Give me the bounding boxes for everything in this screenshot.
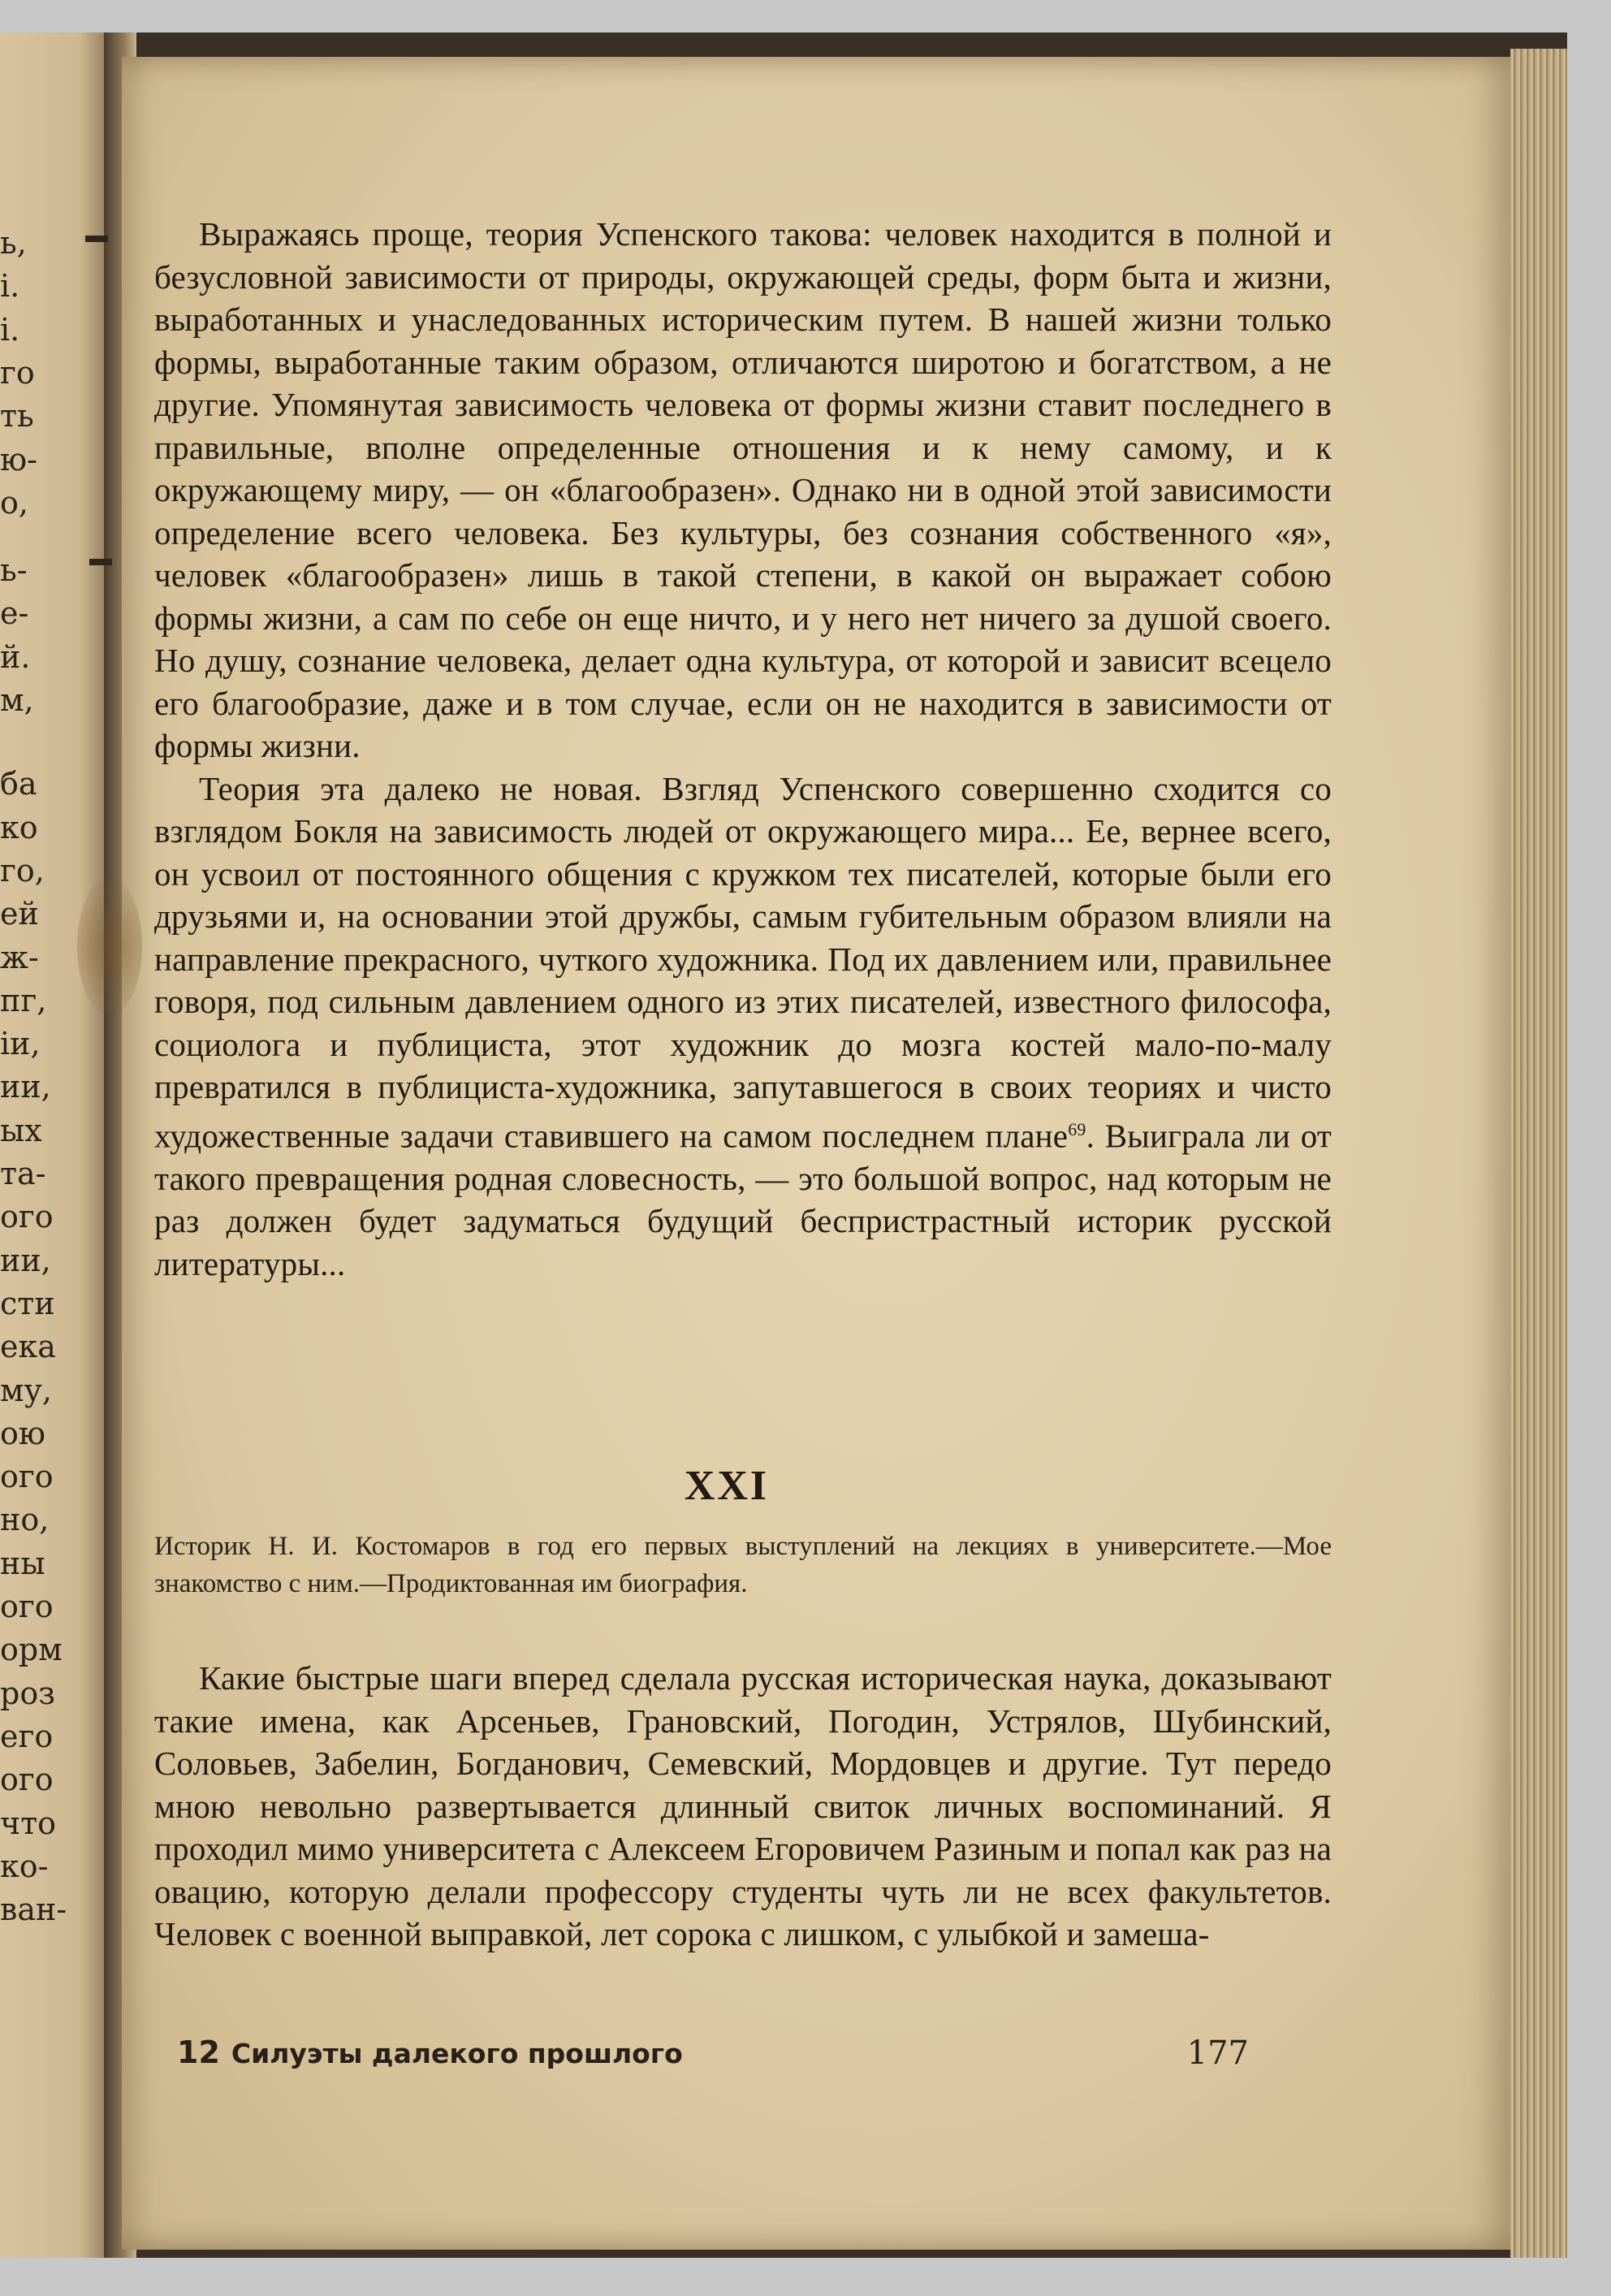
left-page-fragment: его: [0, 1718, 54, 1754]
left-page-fragment: ого: [0, 1762, 54, 1798]
left-page-fragment: і.: [0, 268, 20, 305]
left-page-fragment: го: [0, 354, 35, 391]
left-page-fragment: ии,: [0, 1069, 51, 1105]
paragraph-2: [154, 767, 1332, 1286]
chapter-number: XXI: [684, 1463, 770, 1509]
left-page-fragment: пг,: [0, 982, 47, 1018]
margin-mark: [89, 559, 112, 565]
left-page-fragment: ей: [0, 896, 39, 932]
signature-title: Силуэты далекого прошлого: [231, 2038, 683, 2069]
paragraph-2-text: Теория эта далеко не новая. Взгляд Успенского совершенно сходится со взглядом Бокля на зависимость людей от окружающего мира... Ее, вернее всего, он усвоил от постоянного общения с кружком тех писателей, которые были его друзьями и, на основании этой дружбы, самым губительным образом влияли на направление прекрасного, чуткого художника. Под их давлением или, правильнее говоря, под сильным давлением одного из этих писателей, известного философа, социолога и публициста, этот художник до мозга костей мало-по-малу превратился в публициста-художника, запутавшегося в своих теориях и чисто художественные задачи ставившего на самом последнем плане: [154, 769, 1332, 1155]
left-page-fragment: ого: [0, 1199, 54, 1235]
left-page-fragment: ого: [0, 1589, 54, 1624]
page-footer: [177, 2034, 1249, 2083]
left-page-fragment: ж-: [0, 939, 39, 975]
left-page-fragment: ых: [0, 1112, 42, 1148]
left-page-fragment: ван-: [0, 1892, 67, 1928]
left-page-fragment: ю-: [0, 441, 37, 478]
left-page-fragment: ко: [0, 809, 38, 845]
left-page-fragment: ть: [0, 398, 34, 435]
signature-number: 12: [177, 2034, 220, 2070]
paragraph-1: Выражаясь проще, теория Успенского такова: человек находится в полной и безусловной зависимости от природы, окружающей среды, форм быта и жизни, выработанных и унаследованных историческим путем. В нашей жизни только формы, выработанные таким образом, отличаются широтою и богатством, а не другие. Упомянутая зависимость человека от формы жизни ставит последнего в правильные, вполне определенные отношения и к нему самому, и к окружающему миру, — он «благообразен». Однако ни в одной этой зависимости определение всего человека. Без культуры, без сознания собственного «я», человек «благообразен» лишь в такой степени, в какой он выражает собою формы жизни, а сам по себе он еще ничто, и у него нет ничего за душой своего. Но душу, сознание человека, делает одна культура, от которой и зависит всецело его благообразие, даже и в том случае, если он не находится в зависимости от формы жизни.: [154, 215, 1332, 764]
left-page-fragment: но,: [0, 1502, 50, 1538]
page-number: 177: [1186, 2034, 1249, 2072]
left-page-fragment: орм: [0, 1632, 63, 1668]
left-page-fragment: о,: [0, 484, 28, 521]
chapter-text-block: [154, 1657, 1332, 1956]
printer-signature: [177, 2034, 683, 2070]
margin-mark: [85, 236, 108, 242]
left-page-fragment: сти: [0, 1285, 55, 1321]
paragraph-2-text-end: . Выиграла ли от такого превращения родная словесность, — это большой вопрос, над которым не раз должен будет задуматься будущий беспристрастный историк русской литературы...: [154, 1117, 1332, 1282]
left-page-fragment: что: [0, 1805, 57, 1841]
left-page-fragment: ого: [0, 1459, 54, 1495]
left-page-fragment: ны: [0, 1545, 45, 1581]
left-page-fragment: іи,: [0, 1026, 41, 1062]
main-text-block: [154, 213, 1332, 1285]
left-page-fragment: роз: [0, 1675, 55, 1711]
left-page-fragment: і.: [0, 311, 20, 348]
left-page-edge: [0, 32, 114, 2258]
left-page-fragment: е-: [0, 595, 29, 632]
left-page-fragment: ь,: [0, 225, 27, 261]
left-page-fragment: й.: [0, 638, 31, 675]
left-page-fragment: ою: [0, 1415, 45, 1451]
left-page-fragment: ко-: [0, 1848, 49, 1884]
left-page-fragment: ь-: [0, 552, 28, 589]
left-page-fragment: та-: [0, 1156, 46, 1191]
footnote-ref: 69: [1068, 1118, 1086, 1139]
chapter-paragraph: Какие быстрые шаги вперед сделала русская историческая наука, доказывают такие имена, как Арсеньев, Грановский, Погодин, Устрялов, Шубинский, Соловьев, Забелин, Богданович, Семевский, Мордовцев и другие. Тут передо мною невольно развертывается длинный свиток личных воспоминаний. Я проходил мимо университета с Алексеем Егоровичем Разиным и попал как раз на овацию, которую делали профессору студенты чуть ли не всех факультетов. Человек с военной выправкой, лет сорока с лишком, с улыбкой и замеша-: [154, 1659, 1332, 1952]
left-page-fragment: го,: [0, 852, 45, 889]
page-stack-edge: [1510, 49, 1567, 2258]
chapter-summary: Историк Н. И. Костомаров в год его первых выступлений на лекциях в университете.—Мое знакомство с ним.—Продиктованная им биография.: [154, 1532, 1332, 1598]
chapter-header: [154, 1462, 1332, 1602]
left-page-fragment: ба: [0, 766, 37, 802]
left-page-fragment: ека: [0, 1329, 56, 1365]
left-page-fragment: м,: [0, 682, 34, 718]
left-page-fragment: ии,: [0, 1242, 51, 1278]
paper-stain: [77, 877, 142, 1015]
left-page-fragment: му,: [0, 1372, 52, 1408]
